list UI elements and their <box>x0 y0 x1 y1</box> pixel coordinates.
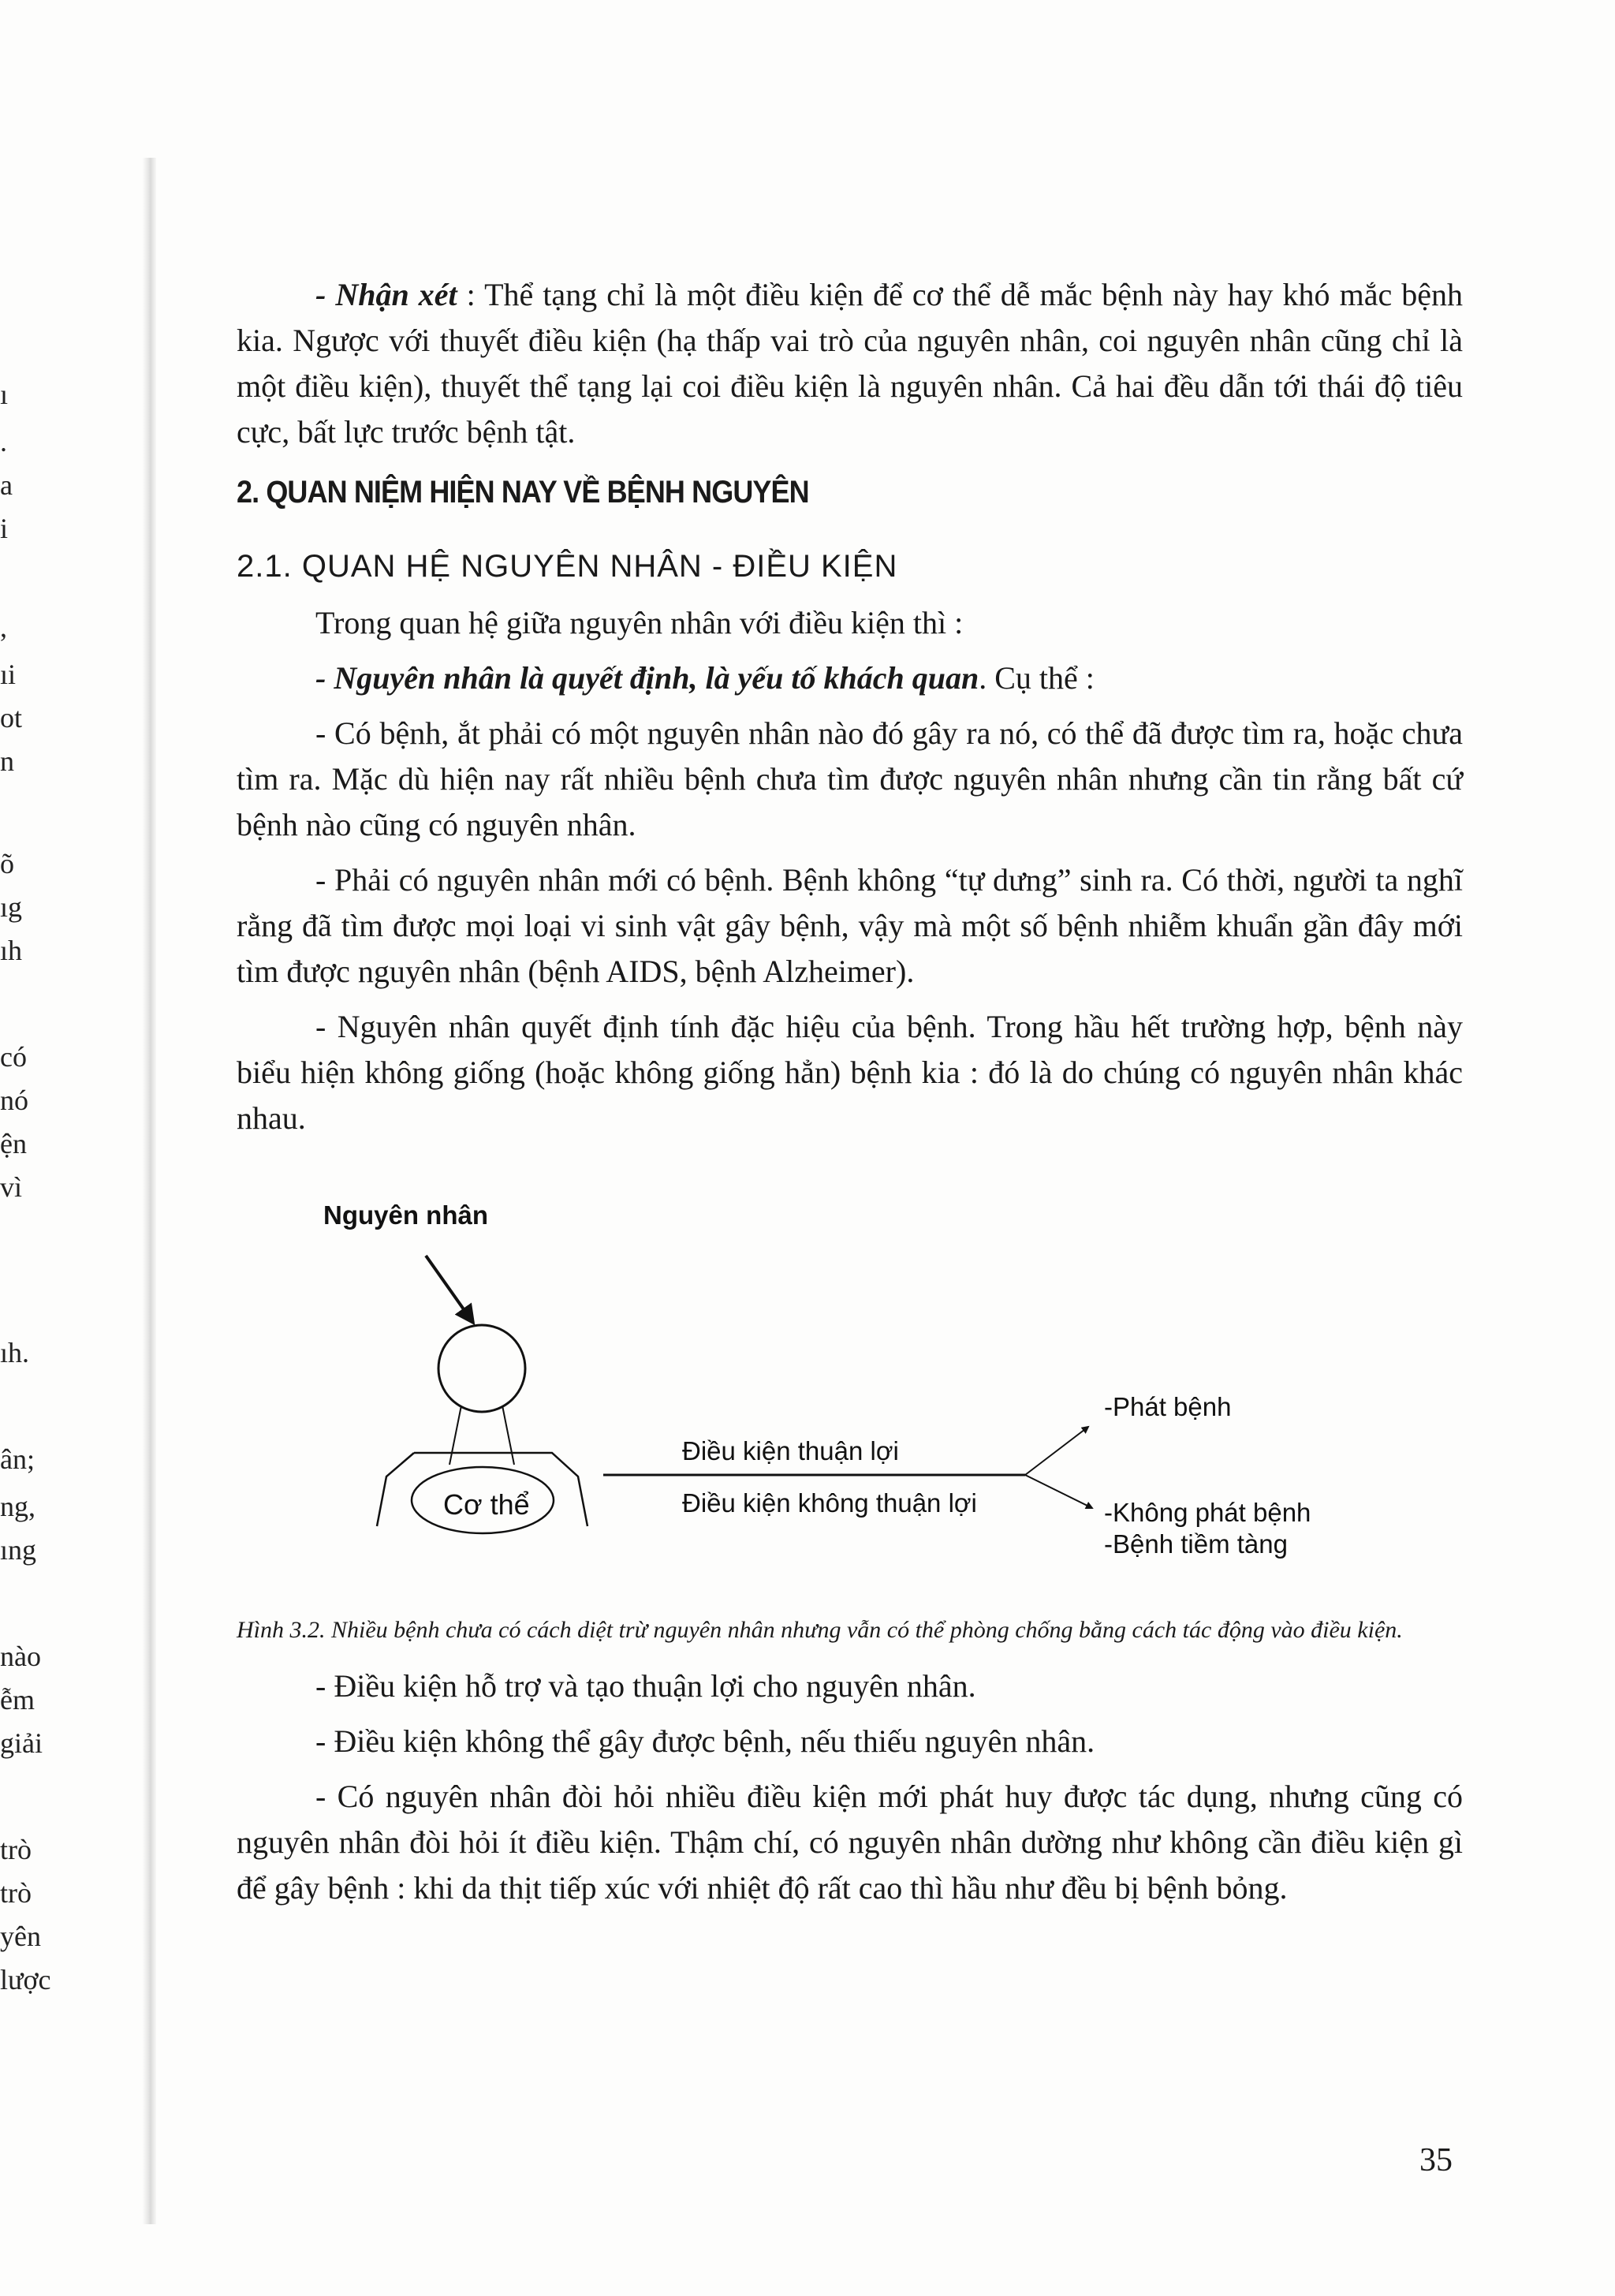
margin-fragment: n <box>0 745 14 777</box>
margin-fragment: trò <box>0 1834 32 1865</box>
arrow-to-disease <box>1025 1427 1088 1475</box>
paragraph-condition-supports: - Điều kiện hỗ trợ và tạo thuận lợi cho nguyên nhân. <box>315 1668 976 1704</box>
paragraph-cause-required: - Phải có nguyên nhân mới có bệnh. Bệnh không “tự dưng” sinh ra. Có thời, người ta nghĩ rằng đã tìm được mọi loại vi sinh vật gây bệnh, vậy mà một số bệnh nhiễm khuẩn gần đây mới tìm được nguyên nhân (bệnh AIDS, bệnh Alzheimer). <box>237 862 1463 989</box>
margin-fragment: ıng <box>0 1534 37 1566</box>
page-binding-shadow <box>142 158 156 2224</box>
cause-decisive-rest: . Cụ thể : <box>979 660 1095 696</box>
cause-condition-diagram <box>237 1165 1463 1607</box>
body-neck-right <box>502 1406 514 1465</box>
body-left-shoulder <box>377 1453 414 1526</box>
margin-fragment: ıh <box>0 935 23 966</box>
margin-fragment: giải <box>0 1727 43 1759</box>
figure-caption: Hình 3.2. Nhiều bệnh chưa có cách diệt trừ nguyên nhân nhưng vẫn có thể phòng chống bằng cách tác động vào điều kiện. <box>237 1617 1403 1643</box>
page-content <box>237 272 1463 1921</box>
margin-fragment: i <box>0 513 9 544</box>
intro-lead: - Nhận xét <box>315 277 457 312</box>
body-label: Cơ thể <box>443 1488 530 1521</box>
margin-fragment: ı <box>0 379 9 410</box>
previous-page-margin-fragments <box>0 0 87 2296</box>
margin-fragment: ıh. <box>0 1337 30 1368</box>
outcome-latent-label: -Bệnh tiềm tàng <box>1104 1529 1288 1559</box>
margin-fragment: , <box>0 611 7 643</box>
margin-fragment: ıg <box>0 891 23 923</box>
paragraph-cause-specificity: - Nguyên nhân quyết định tính đặc hiệu của bệnh. Trong hầu hết trường hợp, bệnh này biểu hiện không giống (hoặc không giống hẳn) bệnh kia : đó là do chúng có nguyên nhân khác nhau. <box>237 1009 1463 1136</box>
cause-label: Nguyên nhân <box>323 1200 489 1230</box>
margin-fragment: ân; <box>0 1443 35 1475</box>
favorable-condition-label: Điều kiện thuận lợi <box>682 1436 899 1465</box>
relation-intro-paragraph: Trong quan hệ giữa nguyên nhân với điều kiện thì : <box>315 605 964 640</box>
margin-fragment: õ <box>0 848 14 879</box>
margin-fragment: trò <box>0 1877 32 1909</box>
margin-fragment: ıi <box>0 659 17 690</box>
page-number: 35 <box>1419 2142 1453 2178</box>
margin-fragment: ot <box>0 702 23 734</box>
cause-decisive-emphasis: - Nguyên nhân là quyết định, là yếu tố khách quan <box>315 660 979 696</box>
margin-fragment: nó <box>0 1085 28 1116</box>
outcome-disease-label: -Phát bệnh <box>1104 1392 1232 1421</box>
margin-fragment: có <box>0 1041 27 1073</box>
cause-arrow <box>426 1256 473 1323</box>
paragraph-condition-alone: - Điều kiện không thể gây được bệnh, nếu thiếu nguyên nhân. <box>315 1723 1095 1759</box>
arrow-to-no-disease <box>1025 1475 1092 1508</box>
unfavorable-condition-label: Điều kiện không thuận lợi <box>682 1488 977 1518</box>
margin-fragment: lược <box>0 1964 51 1995</box>
margin-fragment: vì <box>0 1171 23 1203</box>
paragraph-condition-amount: - Có nguyên nhân đòi hỏi nhiều điều kiện mới phát huy được tác dụng, nhưng cũng có nguyên nhân đòi hỏi ít điều kiện. Thậm chí, có nguyên nhân dường như không cần điều kiện gì để gây bệnh : khi da thịt tiếp xúc với nhiệt độ rất cao thì hầu như đều bị bệnh bỏng. <box>237 1779 1463 1906</box>
margin-fragment: ễm <box>0 1684 35 1715</box>
intro-text: : Thể tạng chỉ là một điều kiện để cơ thể dễ mắc bệnh này hay khó mắc bệnh kia. Ngược với thuyết điều kiện (hạ thấp vai trò của nguyên nhân, coi nguyên nhân cũng chỉ là một điều kiện), thuyết thể tạng lại coi điều kiện là nguyên nhân. Cả hai đều dẫn tới thái độ tiêu cực, bất lực trước bệnh tật. <box>237 277 1463 450</box>
body-head-circle <box>438 1325 525 1412</box>
outcome-no-disease-label: -Không phát bệnh <box>1104 1498 1311 1527</box>
section-heading: 2. QUAN NIỆM HIỆN NAY VỀ BỆNH NGUYÊN <box>237 475 809 510</box>
paragraph-every-disease-has-cause: - Có bệnh, ắt phải có một nguyên nhân nào đó gây ra nó, có thể đã được tìm ra, hoặc chưa tìm ra. Mặc dù hiện nay rất nhiều bệnh chưa tìm được nguyên nhân nhưng cần tin rằng bất cứ bệnh nào cũng có nguyên nhân. <box>237 715 1463 842</box>
cause-decisive-paragraph <box>237 655 1463 701</box>
margin-fragment: . <box>0 426 7 457</box>
margin-fragment: yên <box>0 1921 41 1952</box>
margin-fragment: nào <box>0 1641 41 1672</box>
margin-fragment: ng, <box>0 1491 35 1522</box>
intro-paragraph <box>237 272 1463 455</box>
body-neck-left <box>449 1406 461 1465</box>
subsection-heading: 2.1. QUAN HỆ NGUYÊN NHÂN - ĐIỀU KIỆN <box>237 549 898 584</box>
margin-fragment: a <box>0 469 13 501</box>
margin-fragment: ện <box>0 1128 27 1159</box>
